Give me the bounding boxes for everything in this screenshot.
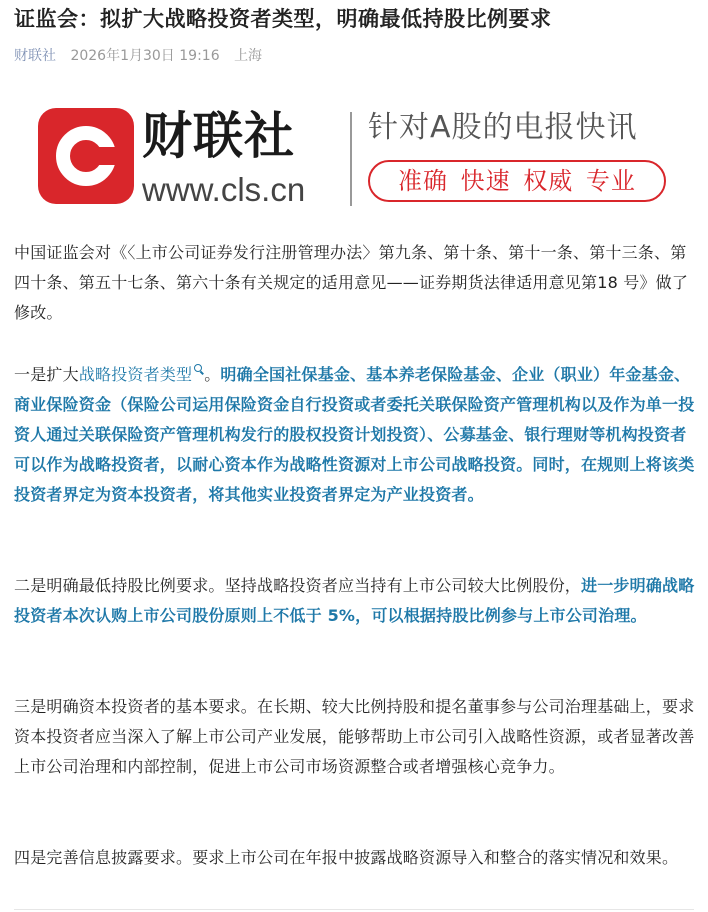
- banner-logo-url: www.cls.cn: [142, 171, 306, 208]
- cls-logo-icon: [38, 108, 134, 204]
- point-1-lead: 一是扩大: [14, 365, 79, 384]
- bottom-divider: [14, 909, 694, 910]
- banner-logo-name: 财联社: [142, 107, 295, 165]
- point-2-highlight: 进一步明确战略投资者本次认购上市公司股份原则上不低于 5%，可以根据持股比例参与上市公司治理。: [14, 576, 695, 625]
- point-2-lead: 二是明确最低持股比例要求。坚持战略投资者应当持有上市公司较大比例股份，: [14, 576, 582, 595]
- paragraph-intro: 中国证监会对《〈上市公司证券发行注册管理办法〉第九条、第十条、第十一条、第十三条、第四十条、第五十七条、第六十条有关规定的适用意见——证券期货法律适用意见第18 号》做了修改。: [14, 243, 689, 322]
- point-1-tail: 。: [204, 365, 221, 384]
- cls-banner-image: [38, 102, 678, 214]
- article-title: 证监会：拟扩大战略投资者类型，明确最低持股比例要求: [14, 7, 552, 31]
- paragraph-point-4: 四是完善信息披露要求。要求上市公司在年报中披露战略资源导入和整合的落实情况和效果。: [14, 848, 679, 867]
- paragraph-point-2: [14, 571, 696, 631]
- banner-tagline: 准确 快速 权威 专业: [368, 160, 666, 202]
- banner-divider: [350, 112, 352, 206]
- paragraph-point-1: [14, 360, 696, 510]
- banner-slogan: 针对A股的电报快讯: [368, 110, 638, 145]
- article-time: 2026年1月30日 19:16: [70, 48, 220, 64]
- point-1-highlight: 明确全国社保基金、基本养老保险基金、企业（职业）年金基金、商业保险资金（保险公司运用保险资金自行投资或者委托关联保险资产管理机构以及作为单一投资人通过关联保险资产管理机构发行的股权投资计划投资）、公募基金、银行理财等机构投资者可以作为战略投资者，以耐心资本作为战略性资源对上市公司战略投资。同时，在规则上将该类投资者界定为资本投资者，将其他实业投资者界定为产业投资者。: [14, 365, 695, 504]
- article-source[interactable]: 财联社: [14, 48, 56, 64]
- paragraph-point-3: 三是明确资本投资者的基本要求。在长期、较大比例持股和提名董事参与公司治理基础上，要求资本投资者应当深入了解上市公司产业发展，能够帮助上市公司引入战略性资源，或者显著改善上市公司治理和内部控制，促进上市公司市场资源整合或者增强核心竞争力。: [14, 697, 695, 776]
- search-icon[interactable]: [194, 364, 202, 372]
- strategic-investor-type-link[interactable]: 战略投资者类型: [78, 365, 193, 384]
- article-location: 上海: [234, 48, 263, 64]
- article-meta: [14, 45, 262, 65]
